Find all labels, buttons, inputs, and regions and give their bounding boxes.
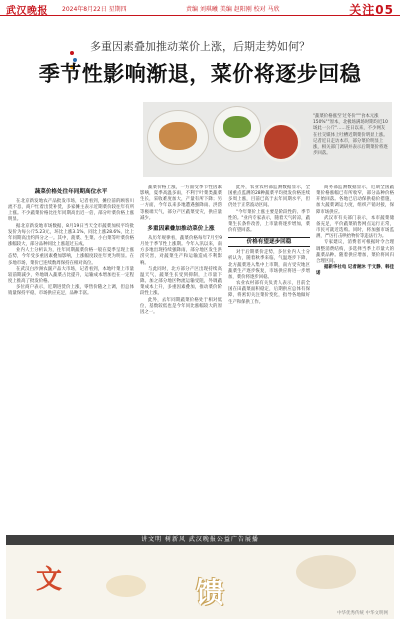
issue-date: 2024年8月22日 星期四 — [62, 6, 127, 13]
section-heading: 多重因素叠加推动菜价上涨 — [147, 225, 215, 232]
ad-footer: 中华优秀传统 中华文明网 — [337, 611, 388, 616]
ad-decoration — [106, 575, 146, 597]
subheadline: 多重因素叠加推动菜价上涨，后期走势如何？ — [90, 40, 310, 53]
article-paragraph: 与此同时，北方部分产区出现持续高温天气，蔬菜生长受到抑制，上市量下降。加之部分地区物流运输受阻，外调蔬菜成本上升，多重因素叠加，推动菜价阶段性上涨。 — [140, 266, 222, 297]
article-paragraph: 对于后期菜价走势，多位业内人士分析认为，随着秋季来临，气温逐步下降，北方蔬菜进入集中上市期，南方受灾地区蔬菜生产逐步恢复，市场供应将进一步增加，菜价将逐步回稳。 — [228, 250, 310, 280]
article-paragraph: 业内人士分析认为，往年同期蔬菜价格一般在夏季呈现上涨态势，今年受多重因素叠加影响，上涨幅度较往年更为明显。在多地市场，菜价已连续数周保持在相对高位。 — [8, 248, 134, 266]
article-paragraph: 多位商户表示，近期进货价上涨，零售价随之上调，但总体销量保持平稳，市场供应充足，品种丰富。 — [8, 285, 134, 297]
article-paragraph: 此外，农业农村部监测数据显示，全国重点监测的28种蔬菜平均批发价格连续多周上涨，目前已高于去年同期水平，但仍处于正常波动区间。 — [228, 185, 310, 209]
article-paragraph: "今年菜价上涨主要是阶段性的、季节性的。"业内专家表示，随着天气转凉，蔬菜生长条件改善，上市量将逐步增加，菜价有望回落。 — [228, 209, 310, 234]
ad-character: 馈 — [196, 576, 225, 609]
article-column-3 — [228, 185, 310, 590]
ad-character: 文 — [36, 565, 63, 595]
newspaper-logo: 武汉晚报 — [6, 6, 48, 17]
article-paragraph: 在北京新发地农产品批发市场，记者看到，摊位前的顾客川流不息，商户忙着出货补货，多家摊主表示近期菜价较往年有所上涨。不少蔬菜价格比往年同期高出近一倍，部分叶菜价格上涨明显。 — [8, 199, 134, 223]
page-header — [0, 0, 400, 16]
ad-decoration — [296, 555, 356, 589]
bowl-image — [261, 122, 301, 162]
article-paragraph: 武汉市有关部门表示，本市蔬菜储备充足，平价蔬菜销售网点运行正常，市民可就近选购。同时，将加强市场监测，严厉打击哄抬物价等违法行为。 — [316, 215, 394, 240]
vegetable-dish-image — [223, 116, 251, 138]
article-title: 季节性影响渐退，菜价将逐步回稳 — [38, 62, 362, 86]
article-paragraph: 农业农村部有关负责人表示，目前全国在田蔬菜面积稳定，后期供应总体有保障，将密切关注菜价变化，指导各地做好生产和保供工作。 — [228, 281, 310, 305]
photo-caption: "蔬菜价格涨至'过冬价'""食本元涨150%""原本，北极场满场时期均近10场此一公斤"……连日以来，不少网友在社交媒体上吐槽近期菜价明显上涨。记者近日走访本市，部分菜价明显上涨，相关部门调研并表示后期菜价将逐步回落。 — [313, 114, 388, 157]
article-paragraph: 在武汉白沙洲农副产品大市场，记者看到，本地叶菜上市量较前期减少，外地调入蔬菜占比提升，运输成本增加也在一定程度上推高了批发价格。 — [8, 266, 134, 285]
article-paragraph: 专家建议，消费者可根据时令合理调整消费结构，多选择当季上市量大的蔬菜品种。随着供应增加，菜价将回归合理区间。 — [316, 240, 394, 264]
article-column-4 — [316, 185, 394, 590]
article-paragraph: 蔬菜价格上涨，一方面受季节性因素影响，夏季高温多雨，不利于叶菜类蔬菜生长，采收难度加大，产量有所下降；另一方面，今年以来多地遭遇强降雨、洪涝等极端天气，部分产区蔬菜受灾，供应量减少。 — [140, 185, 222, 221]
article-paragraph: 商务部监测数据显示，近期全国蔬菜价格涨幅已有所收窄，部分品种价格开始回落。各地已启动保供稳价措施，加大蔬菜调运力度，组织产销对接，保障市场供应。 — [316, 185, 394, 215]
article-column-2 — [140, 185, 222, 590]
byline: 据新华社电 记者谢沐 于文静、韩佳诺 — [316, 265, 394, 277]
public-service-ad — [6, 545, 394, 619]
ad-banner-title: 讲文明 树新风 武汉晚报公益广告展播 — [6, 535, 394, 545]
article-paragraph: 此外，去年同期蔬菜价格处于相对低位，基数较低也是今年同比涨幅较大的原因之一。 — [140, 297, 222, 315]
article-paragraph: 据北京新发地市场数据，8月19日当天全市蔬菜加权平均批发价为每公斤5.23元，环比上涨3.1%，同比上涨28.6%，比上年同期高出约四分之一。其中，菠菜、生菜、小白菜等叶菜价格涨幅较大，部分品种同比上涨超过五成。 — [8, 223, 134, 248]
food-photo — [143, 102, 392, 177]
article-column-1 — [8, 185, 134, 590]
editor-credits: 责编 刘琪曦 美编 赵阳刚 校对 马欣 — [186, 6, 280, 13]
section-label: 关注05 — [349, 3, 394, 17]
section-heading: 蔬菜价格处往年同期高位水平 — [34, 189, 108, 195]
article-paragraph: 从历年规律看，蔬菜价格每年7月至9月处于季节性上涨期。今年入汛以来，南方多地出现持续强降雨，部分地区发生洪涝灾害，对蔬菜生产和运输造成不利影响。 — [140, 235, 222, 266]
dish-image — [159, 122, 197, 150]
section-heading: 价格有望逐步回稳 — [228, 237, 310, 247]
